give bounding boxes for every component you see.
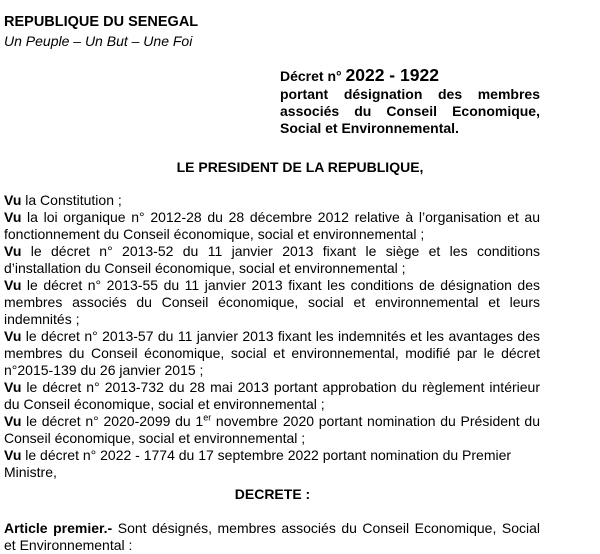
consideration-text: le décret n° 2013-55 du 11 janvier 2013 fixant les conditions de désignation des membres associés du Conseil économique, social et environnemental et leurs indemnités ; [4, 277, 540, 327]
consideration-item [4, 243, 540, 277]
decree-prefix: Décret n° [280, 68, 342, 84]
decree-title [280, 67, 540, 85]
consideration-text: la Constitution ; [21, 192, 122, 208]
decree-subject: portant désignation des membres associés du Conseil Economique, Social et Environnemental. [280, 86, 540, 136]
country-name: REPUBLIQUE DU SENEGAL [4, 14, 199, 30]
article-text: Sont désignés, membres associés du Conseil Economique, Social et Environnemental : [4, 520, 540, 553]
consideration-item [4, 209, 540, 243]
consideration-item [4, 192, 540, 209]
consideration-item [4, 379, 540, 413]
vu-label: Vu [4, 243, 22, 259]
article-label: Article premier.- [4, 520, 113, 536]
decree-number: 2022 - 1922 [345, 65, 439, 85]
vu-label: Vu [4, 447, 22, 463]
vu-label: Vu [4, 413, 22, 429]
consideration-item [4, 277, 540, 328]
decrete-heading: DECRETE : [234, 486, 311, 502]
vu-label: Vu [4, 379, 22, 395]
considerations-list [4, 192, 540, 481]
consideration-text: novembre 2020 portant nomination du Président du Conseil économique, social et environnemental ; [4, 413, 540, 446]
consideration-item [4, 413, 540, 447]
consideration-text: la loi organique n° 2012-28 du 28 décembre 2012 relative à l’organisation et au fonctionnement du Conseil économique, social et environnemental ; [4, 209, 540, 242]
vu-label: Vu [4, 192, 22, 208]
consideration-text: le décret n° 2020-2099 du 1 [21, 413, 204, 429]
consideration-text: le décret n° 2013-732 du 28 mai 2013 portant approbation du règlement intérieur du Conseil économique, social et environnemental ; [4, 379, 540, 412]
ordinal-superscript: er [203, 412, 212, 423]
consideration-item [4, 328, 540, 379]
vu-label: Vu [4, 209, 22, 225]
president-heading: LE PRESIDENT DE LA REPUBLIQUE, [176, 159, 424, 175]
consideration-text: le décret n° 2022 - 1774 du 17 septembre 2022 portant nomination du Premier Ministre, [4, 447, 512, 480]
consideration-item [4, 447, 540, 481]
decree-block [280, 67, 540, 137]
vu-label: Vu [4, 328, 22, 344]
vu-label: Vu [4, 277, 22, 293]
article-first [4, 520, 540, 554]
consideration-text: le décret n° 2013-57 du 11 janvier 2013 fixant les indemnités et les avantages des membres du Conseil économique, social et environnemental, modifié par le décret n°2015-139 du 26 janvier 2015 ; [4, 328, 540, 378]
national-motto: Un Peuple – Un But – Une Foi [4, 33, 193, 49]
consideration-text: le décret n° 2013-52 du 11 janvier 2013 fixant le siège et les conditions d’installation du Conseil économique, social et environnemental ; [4, 243, 540, 276]
